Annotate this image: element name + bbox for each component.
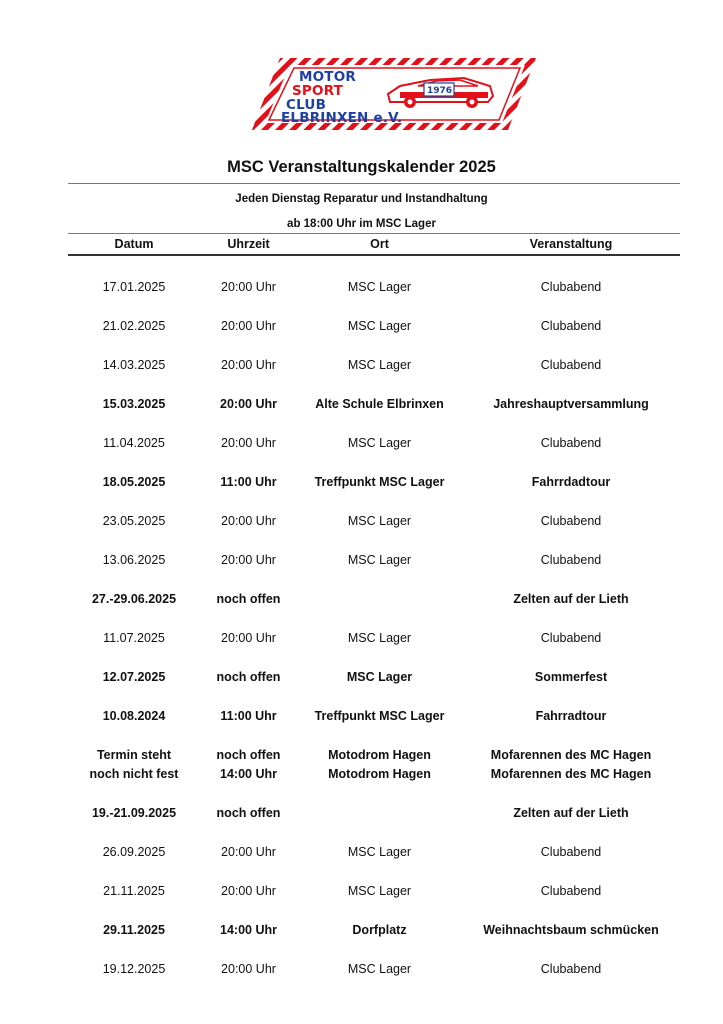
logo-motor: MOTOR [299,69,356,85]
event-location: MSC Lager [347,436,412,450]
event-date: 15.03.2025 [102,397,166,411]
event-date: 21.11.2025 [103,884,165,898]
table-header [68,237,680,253]
header-top-divider [68,233,680,234]
event-row [68,613,680,652]
event-date: 27.-29.06.2025 [91,592,177,606]
header-datum: Datum [114,237,154,251]
event-date: 26.09.2025 [102,845,166,859]
event-title: Zelten auf der Lieth [513,806,629,820]
event-title: Clubabend [540,553,602,567]
event-title: Clubabend [540,358,602,372]
page-title: MSC Veranstaltungskalender 2025 [227,158,496,176]
event-row [68,379,680,418]
event-title: Clubabend [540,631,602,645]
event-time: noch offen [216,592,281,606]
event-location: Treffpunkt MSC Lager [314,475,445,489]
event-row [68,827,680,866]
event-title: Fahrrdadtour [531,475,611,489]
event-location: Treffpunkt MSC Lager [314,709,445,723]
header-uhrzeit: Uhrzeit [227,237,270,251]
event-row [68,691,680,730]
event-title: Mofarennen des MC Hagen Mofarennen des MC Hagen [490,748,652,781]
event-date: 11.04.2025 [103,436,165,450]
event-time: 11:00 Uhr [220,709,277,723]
event-title: Clubabend [540,962,602,976]
event-row [68,944,680,983]
event-location: MSC Lager [347,553,412,567]
event-location: MSC Lager [347,962,412,976]
event-row [68,866,680,905]
event-location: MSC Lager [347,845,412,859]
event-date: 23.05.2025 [102,514,166,528]
event-location: MSC Lager [347,280,412,294]
event-date: 10.08.2024 [102,709,166,723]
club-logo [250,56,538,132]
event-location: MSC Lager [347,631,412,645]
logo-badge [250,56,538,132]
event-time: 20:00 Uhr [221,962,276,976]
event-date: 17.01.2025 [102,280,166,294]
event-time: 20:00 Uhr [221,514,276,528]
event-time: 11:00 Uhr [220,475,277,489]
event-title: Clubabend [540,280,602,294]
logo-year: 1976 [427,86,453,96]
event-title: Clubabend [540,884,602,898]
event-time: 20:00 Uhr [221,436,276,450]
repair-note-line2: ab 18:00 Uhr im MSC Lager [287,218,436,230]
logo-club: CLUB [286,97,327,113]
event-title: Sommerfest [534,670,608,684]
event-location: Dorfplatz [352,923,407,937]
title-divider [68,183,680,184]
event-time: noch offen [216,670,281,684]
event-time: 20:00 Uhr [221,631,276,645]
header-bottom-divider [68,254,680,256]
event-row [68,340,680,379]
event-time: 20:00 Uhr [221,280,276,294]
event-title: Jahreshauptversammlung [493,397,649,411]
event-location: MSC Lager [346,670,413,684]
event-title: Zelten auf der Lieth [513,592,629,606]
event-date: 11.07.2025 [103,631,165,645]
event-row [68,652,680,691]
event-row [68,788,680,827]
event-row [68,262,680,301]
event-time: 14:00 Uhr [220,923,277,937]
event-location: Motodrom Hagen Motodrom Hagen [328,748,431,781]
event-date: 12.07.2025 [102,670,166,684]
header-veranstaltung: Veranstaltung [529,237,613,251]
event-row [68,535,680,574]
event-time: noch offen 14:00 Uhr [216,748,281,781]
event-time: 20:00 Uhr [220,397,277,411]
event-date: 21.02.2025 [102,319,166,333]
event-row [68,496,680,535]
event-row [68,730,680,788]
event-title: Fahrradtour [535,709,607,723]
header-ort: Ort [370,237,389,251]
event-time: 20:00 Uhr [221,319,276,333]
logo-elbrinxen: ELBRINXEN e.V. [281,110,403,126]
events-table [68,262,680,983]
event-location: MSC Lager [347,884,412,898]
event-row [68,905,680,944]
event-location: Alte Schule Elbrinxen [315,397,444,411]
event-date: 19.-21.09.2025 [91,806,177,820]
repair-note-line1: Jeden Dienstag Reparatur und Instandhaltung [235,193,488,205]
event-row [68,418,680,457]
event-time: 20:00 Uhr [221,358,276,372]
event-title: Clubabend [540,436,602,450]
event-title: Clubabend [540,514,602,528]
event-title: Clubabend [540,319,602,333]
event-date: Termin steht noch nicht fest [89,748,179,781]
event-row [68,574,680,613]
event-location: MSC Lager [347,319,412,333]
event-location: MSC Lager [347,514,412,528]
event-row [68,301,680,340]
event-title: Weihnachtsbaum schmücken [483,923,659,937]
event-title: Clubabend [540,845,602,859]
event-date: 13.06.2025 [102,553,166,567]
logo-sport: SPORT [292,83,344,99]
event-date: 14.03.2025 [102,358,166,372]
event-time: noch offen [216,806,281,820]
event-location: MSC Lager [347,358,412,372]
event-row [68,457,680,496]
event-date: 29.11.2025 [103,923,165,937]
event-time: 20:00 Uhr [221,884,276,898]
event-date: 19.12.2025 [102,962,166,976]
event-time: 20:00 Uhr [221,845,276,859]
event-date: 18.05.2025 [102,475,166,489]
event-time: 20:00 Uhr [221,553,276,567]
